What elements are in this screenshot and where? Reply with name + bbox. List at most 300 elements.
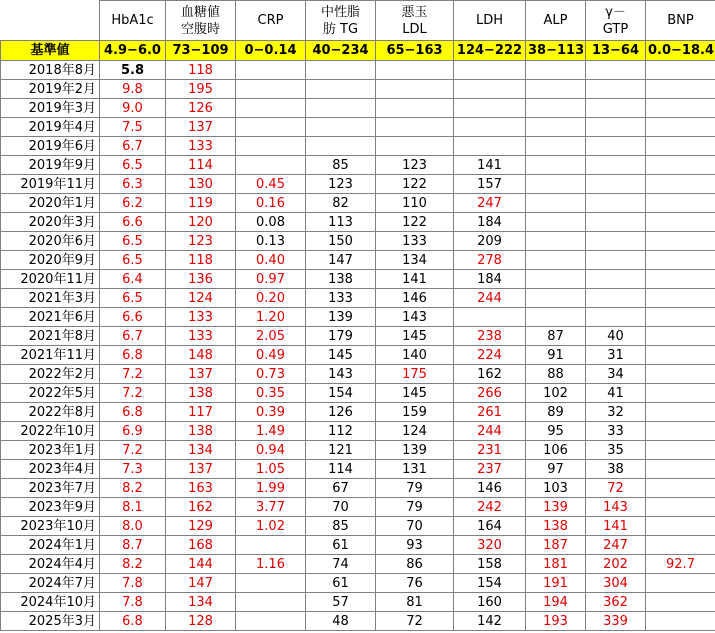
cell-crp bbox=[236, 593, 306, 612]
cell-crp: 1.49 bbox=[236, 422, 306, 441]
cell-glucose: 148 bbox=[166, 346, 236, 365]
row-date: 2022年10月 bbox=[1, 422, 100, 441]
cell-bnp bbox=[646, 289, 715, 308]
cell-crp: 0.08 bbox=[236, 213, 306, 232]
cell-crp bbox=[236, 80, 306, 99]
table-row bbox=[1, 118, 715, 137]
reference-hba1c: 4.9−6.0 bbox=[100, 41, 166, 61]
cell-glucose: 163 bbox=[166, 479, 236, 498]
cell-ldl: 145 bbox=[376, 384, 454, 403]
cell-hba1c: 6.8 bbox=[100, 612, 166, 631]
cell-tg bbox=[306, 118, 376, 137]
cell-bnp bbox=[646, 327, 715, 346]
cell-crp: 1.16 bbox=[236, 555, 306, 574]
table-row bbox=[1, 536, 715, 555]
cell-crp: 0.13 bbox=[236, 232, 306, 251]
table-row bbox=[1, 346, 715, 365]
cell-crp bbox=[236, 574, 306, 593]
row-date: 2019年4月 bbox=[1, 118, 100, 137]
cell-hba1c: 7.8 bbox=[100, 593, 166, 612]
reference-row bbox=[1, 41, 715, 61]
cell-ggtp: 31 bbox=[586, 346, 646, 365]
cell-bnp bbox=[646, 536, 715, 555]
cell-ldh: 164 bbox=[454, 517, 526, 536]
cell-crp: 0.40 bbox=[236, 251, 306, 270]
cell-bnp bbox=[646, 137, 715, 156]
cell-hba1c: 6.5 bbox=[100, 289, 166, 308]
cell-ldh bbox=[454, 308, 526, 327]
cell-ldl: 81 bbox=[376, 593, 454, 612]
row-date: 2019年11月 bbox=[1, 175, 100, 194]
cell-ldl: 143 bbox=[376, 308, 454, 327]
cell-ggtp: 143 bbox=[586, 498, 646, 517]
table-row bbox=[1, 365, 715, 384]
cell-glucose: 195 bbox=[166, 80, 236, 99]
cell-glucose: 138 bbox=[166, 384, 236, 403]
cell-tg: 179 bbox=[306, 327, 376, 346]
cell-bnp bbox=[646, 194, 715, 213]
row-date: 2019年3月 bbox=[1, 99, 100, 118]
cell-ggtp: 40 bbox=[586, 327, 646, 346]
cell-ldl: 93 bbox=[376, 536, 454, 555]
reference-crp: 0−0.14 bbox=[236, 41, 306, 61]
cell-alp: 187 bbox=[526, 536, 586, 555]
column-header-ggtp: γ－ GTP bbox=[586, 1, 646, 41]
cell-tg: 113 bbox=[306, 213, 376, 232]
row-date: 2022年5月 bbox=[1, 384, 100, 403]
column-header-bnp: BNP bbox=[646, 1, 715, 41]
cell-crp: 0.45 bbox=[236, 175, 306, 194]
cell-bnp bbox=[646, 403, 715, 422]
cell-ldh: 158 bbox=[454, 555, 526, 574]
reference-tg: 40−234 bbox=[306, 41, 376, 61]
cell-ldl bbox=[376, 99, 454, 118]
table-row bbox=[1, 593, 715, 612]
cell-ldl: 124 bbox=[376, 422, 454, 441]
cell-hba1c: 6.8 bbox=[100, 346, 166, 365]
cell-ldh: 160 bbox=[454, 593, 526, 612]
cell-ggtp bbox=[586, 251, 646, 270]
cell-tg: 138 bbox=[306, 270, 376, 289]
column-header-tg: 中性脂 肪 TG bbox=[306, 1, 376, 41]
cell-hba1c: 7.5 bbox=[100, 118, 166, 137]
cell-hba1c: 6.2 bbox=[100, 194, 166, 213]
cell-glucose: 128 bbox=[166, 612, 236, 631]
cell-ldl bbox=[376, 61, 454, 80]
cell-ggtp bbox=[586, 137, 646, 156]
table-row bbox=[1, 403, 715, 422]
cell-ldh: 142 bbox=[454, 612, 526, 631]
cell-bnp bbox=[646, 232, 715, 251]
reference-bnp: 0.0−18.4 bbox=[646, 41, 715, 61]
cell-ldl: 139 bbox=[376, 441, 454, 460]
row-date: 2020年3月 bbox=[1, 213, 100, 232]
cell-bnp bbox=[646, 270, 715, 289]
row-date: 2021年3月 bbox=[1, 289, 100, 308]
cell-ldl: 79 bbox=[376, 479, 454, 498]
row-date: 2024年1月 bbox=[1, 536, 100, 555]
cell-alp: 91 bbox=[526, 346, 586, 365]
row-date: 2019年2月 bbox=[1, 80, 100, 99]
table-row bbox=[1, 517, 715, 536]
cell-ldh bbox=[454, 118, 526, 137]
cell-ldh: 242 bbox=[454, 498, 526, 517]
cell-glucose: 120 bbox=[166, 213, 236, 232]
cell-bnp bbox=[646, 61, 715, 80]
cell-ggtp bbox=[586, 308, 646, 327]
cell-alp bbox=[526, 156, 586, 175]
row-date: 2019年9月 bbox=[1, 156, 100, 175]
cell-ldh: 209 bbox=[454, 232, 526, 251]
cell-alp: 139 bbox=[526, 498, 586, 517]
cell-crp: 0.35 bbox=[236, 384, 306, 403]
table-row bbox=[1, 232, 715, 251]
cell-ldl: 131 bbox=[376, 460, 454, 479]
cell-crp: 0.39 bbox=[236, 403, 306, 422]
cell-glucose: 134 bbox=[166, 593, 236, 612]
cell-alp: 95 bbox=[526, 422, 586, 441]
cell-glucose: 129 bbox=[166, 517, 236, 536]
cell-ldl bbox=[376, 137, 454, 156]
cell-ldh bbox=[454, 61, 526, 80]
row-date: 2021年11月 bbox=[1, 346, 100, 365]
cell-ggtp: 33 bbox=[586, 422, 646, 441]
table-row bbox=[1, 80, 715, 99]
cell-tg: 82 bbox=[306, 194, 376, 213]
cell-ggtp bbox=[586, 213, 646, 232]
column-header-date bbox=[1, 1, 100, 41]
cell-tg bbox=[306, 137, 376, 156]
cell-ldl: 86 bbox=[376, 555, 454, 574]
cell-alp bbox=[526, 137, 586, 156]
row-date: 2024年10月 bbox=[1, 593, 100, 612]
cell-ldh: 141 bbox=[454, 156, 526, 175]
table-row bbox=[1, 213, 715, 232]
cell-glucose: 126 bbox=[166, 99, 236, 118]
cell-hba1c: 6.6 bbox=[100, 308, 166, 327]
cell-alp: 138 bbox=[526, 517, 586, 536]
cell-alp: 102 bbox=[526, 384, 586, 403]
table-row bbox=[1, 194, 715, 213]
cell-ldh: 247 bbox=[454, 194, 526, 213]
cell-ldh bbox=[454, 137, 526, 156]
cell-glucose: 123 bbox=[166, 232, 236, 251]
cell-ldl bbox=[376, 118, 454, 137]
cell-ldl: 175 bbox=[376, 365, 454, 384]
cell-ggtp: 141 bbox=[586, 517, 646, 536]
cell-bnp bbox=[646, 479, 715, 498]
cell-tg: 85 bbox=[306, 517, 376, 536]
cell-tg: 123 bbox=[306, 175, 376, 194]
row-date: 2019年6月 bbox=[1, 137, 100, 156]
cell-ldl: 110 bbox=[376, 194, 454, 213]
cell-ldh: 184 bbox=[454, 213, 526, 232]
cell-ldl: 70 bbox=[376, 517, 454, 536]
cell-hba1c: 6.5 bbox=[100, 232, 166, 251]
cell-tg bbox=[306, 80, 376, 99]
cell-hba1c: 7.3 bbox=[100, 460, 166, 479]
cell-ldl: 146 bbox=[376, 289, 454, 308]
cell-alp bbox=[526, 175, 586, 194]
cell-glucose: 136 bbox=[166, 270, 236, 289]
table-row bbox=[1, 156, 715, 175]
cell-glucose: 130 bbox=[166, 175, 236, 194]
cell-hba1c: 6.6 bbox=[100, 213, 166, 232]
cell-ggtp: 35 bbox=[586, 441, 646, 460]
table-row bbox=[1, 422, 715, 441]
cell-ggtp: 247 bbox=[586, 536, 646, 555]
cell-hba1c: 7.8 bbox=[100, 574, 166, 593]
cell-alp: 103 bbox=[526, 479, 586, 498]
row-date: 2023年10月 bbox=[1, 517, 100, 536]
table-row bbox=[1, 479, 715, 498]
row-date: 2018年8月 bbox=[1, 61, 100, 80]
cell-bnp bbox=[646, 175, 715, 194]
cell-glucose: 168 bbox=[166, 536, 236, 555]
cell-ldh: 320 bbox=[454, 536, 526, 555]
table-row bbox=[1, 270, 715, 289]
cell-bnp bbox=[646, 346, 715, 365]
cell-ldh: 224 bbox=[454, 346, 526, 365]
cell-ldh: 266 bbox=[454, 384, 526, 403]
cell-glucose: 118 bbox=[166, 251, 236, 270]
cell-bnp bbox=[646, 612, 715, 631]
cell-hba1c: 8.0 bbox=[100, 517, 166, 536]
row-date: 2020年11月 bbox=[1, 270, 100, 289]
row-date: 2022年8月 bbox=[1, 403, 100, 422]
row-date: 2021年6月 bbox=[1, 308, 100, 327]
row-date: 2020年1月 bbox=[1, 194, 100, 213]
cell-ldh: 238 bbox=[454, 327, 526, 346]
cell-hba1c: 8.1 bbox=[100, 498, 166, 517]
cell-ldl: 134 bbox=[376, 251, 454, 270]
cell-tg: 139 bbox=[306, 308, 376, 327]
cell-tg: 85 bbox=[306, 156, 376, 175]
cell-hba1c: 7.2 bbox=[100, 365, 166, 384]
cell-ldl: 76 bbox=[376, 574, 454, 593]
cell-alp bbox=[526, 270, 586, 289]
cell-ggtp bbox=[586, 175, 646, 194]
cell-hba1c: 7.2 bbox=[100, 441, 166, 460]
cell-ldl: 145 bbox=[376, 327, 454, 346]
cell-tg: 147 bbox=[306, 251, 376, 270]
cell-glucose: 118 bbox=[166, 61, 236, 80]
cell-ggtp bbox=[586, 156, 646, 175]
table-row bbox=[1, 137, 715, 156]
cell-alp bbox=[526, 99, 586, 118]
table-row bbox=[1, 99, 715, 118]
cell-crp: 1.05 bbox=[236, 460, 306, 479]
cell-alp bbox=[526, 118, 586, 137]
cell-ldh: 231 bbox=[454, 441, 526, 460]
column-header-ldl: 悪玉 LDL bbox=[376, 1, 454, 41]
table-row bbox=[1, 574, 715, 593]
cell-glucose: 134 bbox=[166, 441, 236, 460]
row-date: 2021年8月 bbox=[1, 327, 100, 346]
cell-ldh: 244 bbox=[454, 422, 526, 441]
cell-ggtp: 339 bbox=[586, 612, 646, 631]
row-date: 2022年2月 bbox=[1, 365, 100, 384]
cell-alp: 97 bbox=[526, 460, 586, 479]
table-row bbox=[1, 384, 715, 403]
cell-ggtp bbox=[586, 232, 646, 251]
cell-tg: 150 bbox=[306, 232, 376, 251]
cell-ldl: 159 bbox=[376, 403, 454, 422]
cell-crp: 1.02 bbox=[236, 517, 306, 536]
cell-crp: 0.20 bbox=[236, 289, 306, 308]
cell-glucose: 117 bbox=[166, 403, 236, 422]
cell-alp: 181 bbox=[526, 555, 586, 574]
cell-tg bbox=[306, 61, 376, 80]
cell-bnp bbox=[646, 80, 715, 99]
cell-hba1c: 8.7 bbox=[100, 536, 166, 555]
table-row bbox=[1, 460, 715, 479]
cell-ldl: 72 bbox=[376, 612, 454, 631]
cell-bnp bbox=[646, 156, 715, 175]
cell-ggtp bbox=[586, 80, 646, 99]
cell-ggtp: 32 bbox=[586, 403, 646, 422]
cell-alp: 194 bbox=[526, 593, 586, 612]
cell-hba1c: 6.9 bbox=[100, 422, 166, 441]
row-date: 2023年9月 bbox=[1, 498, 100, 517]
cell-tg: 48 bbox=[306, 612, 376, 631]
cell-ldl: 123 bbox=[376, 156, 454, 175]
cell-crp bbox=[236, 536, 306, 555]
cell-crp bbox=[236, 137, 306, 156]
cell-bnp bbox=[646, 384, 715, 403]
reference-ldl: 65−163 bbox=[376, 41, 454, 61]
cell-tg: 114 bbox=[306, 460, 376, 479]
row-date: 2020年9月 bbox=[1, 251, 100, 270]
cell-ggtp: 41 bbox=[586, 384, 646, 403]
cell-alp bbox=[526, 251, 586, 270]
cell-glucose: 138 bbox=[166, 422, 236, 441]
row-date: 2023年1月 bbox=[1, 441, 100, 460]
cell-glucose: 147 bbox=[166, 574, 236, 593]
cell-crp: 0.73 bbox=[236, 365, 306, 384]
cell-ldl bbox=[376, 80, 454, 99]
cell-bnp bbox=[646, 498, 715, 517]
cell-hba1c: 9.8 bbox=[100, 80, 166, 99]
cell-alp bbox=[526, 80, 586, 99]
cell-tg bbox=[306, 99, 376, 118]
cell-ldh: 278 bbox=[454, 251, 526, 270]
cell-crp: 1.20 bbox=[236, 308, 306, 327]
row-date: 2020年6月 bbox=[1, 232, 100, 251]
header-row bbox=[1, 1, 715, 41]
cell-bnp bbox=[646, 460, 715, 479]
cell-hba1c: 8.2 bbox=[100, 479, 166, 498]
cell-ggtp: 38 bbox=[586, 460, 646, 479]
cell-ggtp: 362 bbox=[586, 593, 646, 612]
cell-tg: 61 bbox=[306, 574, 376, 593]
cell-crp bbox=[236, 118, 306, 137]
table-row bbox=[1, 612, 715, 631]
cell-alp: 87 bbox=[526, 327, 586, 346]
cell-tg: 112 bbox=[306, 422, 376, 441]
cell-bnp bbox=[646, 441, 715, 460]
row-date: 2024年7月 bbox=[1, 574, 100, 593]
column-header-crp: CRP bbox=[236, 1, 306, 41]
cell-bnp bbox=[646, 251, 715, 270]
cell-glucose: 124 bbox=[166, 289, 236, 308]
cell-ggtp bbox=[586, 99, 646, 118]
cell-glucose: 137 bbox=[166, 365, 236, 384]
cell-alp bbox=[526, 308, 586, 327]
cell-glucose: 133 bbox=[166, 308, 236, 327]
cell-crp bbox=[236, 61, 306, 80]
cell-crp: 0.49 bbox=[236, 346, 306, 365]
cell-ldl: 122 bbox=[376, 175, 454, 194]
cell-tg: 121 bbox=[306, 441, 376, 460]
table-row bbox=[1, 289, 715, 308]
cell-glucose: 133 bbox=[166, 327, 236, 346]
cell-bnp bbox=[646, 118, 715, 137]
cell-hba1c: 6.4 bbox=[100, 270, 166, 289]
cell-ldh bbox=[454, 99, 526, 118]
cell-alp bbox=[526, 232, 586, 251]
cell-alp bbox=[526, 194, 586, 213]
table-row bbox=[1, 498, 715, 517]
cell-glucose: 144 bbox=[166, 555, 236, 574]
cell-ggtp: 72 bbox=[586, 479, 646, 498]
cell-hba1c: 7.2 bbox=[100, 384, 166, 403]
table-row bbox=[1, 441, 715, 460]
cell-bnp bbox=[646, 593, 715, 612]
cell-bnp bbox=[646, 308, 715, 327]
cell-ggtp bbox=[586, 194, 646, 213]
cell-crp: 2.05 bbox=[236, 327, 306, 346]
row-date: 2024年4月 bbox=[1, 555, 100, 574]
cell-ldh: 162 bbox=[454, 365, 526, 384]
cell-ldh: 244 bbox=[454, 289, 526, 308]
cell-ldl: 122 bbox=[376, 213, 454, 232]
cell-tg: 154 bbox=[306, 384, 376, 403]
cell-alp: 88 bbox=[526, 365, 586, 384]
cell-ldh: 157 bbox=[454, 175, 526, 194]
cell-crp: 0.97 bbox=[236, 270, 306, 289]
cell-ldh: 261 bbox=[454, 403, 526, 422]
table-row bbox=[1, 61, 715, 80]
cell-crp: 0.16 bbox=[236, 194, 306, 213]
reference-ldh: 124−222 bbox=[454, 41, 526, 61]
cell-alp: 106 bbox=[526, 441, 586, 460]
cell-glucose: 162 bbox=[166, 498, 236, 517]
column-header-hba1c: HbA1c bbox=[100, 1, 166, 41]
table-row bbox=[1, 308, 715, 327]
cell-crp bbox=[236, 612, 306, 631]
row-date: 2023年4月 bbox=[1, 460, 100, 479]
table-row bbox=[1, 175, 715, 194]
cell-tg: 133 bbox=[306, 289, 376, 308]
cell-hba1c: 6.5 bbox=[100, 251, 166, 270]
cell-hba1c: 6.3 bbox=[100, 175, 166, 194]
cell-bnp bbox=[646, 213, 715, 232]
cell-bnp bbox=[646, 365, 715, 384]
cell-bnp bbox=[646, 99, 715, 118]
cell-bnp bbox=[646, 517, 715, 536]
cell-tg: 70 bbox=[306, 498, 376, 517]
cell-glucose: 133 bbox=[166, 137, 236, 156]
cell-ldl: 140 bbox=[376, 346, 454, 365]
cell-crp: 1.99 bbox=[236, 479, 306, 498]
cell-ggtp bbox=[586, 289, 646, 308]
cell-tg: 61 bbox=[306, 536, 376, 555]
cell-hba1c: 6.5 bbox=[100, 156, 166, 175]
cell-bnp: 92.7 bbox=[646, 555, 715, 574]
cell-glucose: 137 bbox=[166, 118, 236, 137]
cell-alp bbox=[526, 289, 586, 308]
